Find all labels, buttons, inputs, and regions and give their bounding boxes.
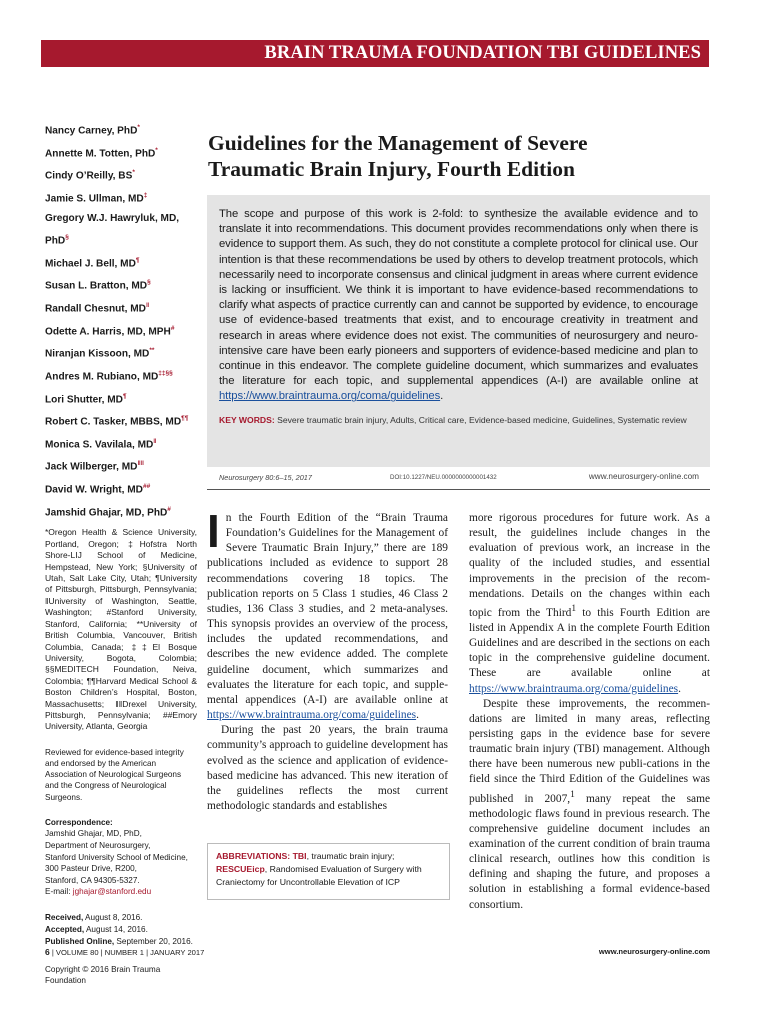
publication-info bbox=[219, 472, 699, 486]
divider bbox=[207, 489, 710, 490]
keywords-text: Severe traumatic brain injury, Adults, Critical care, Evidence-based medicine, Guidelines, Systematic review bbox=[274, 414, 687, 425]
body-column-2 bbox=[469, 511, 710, 913]
email-label: E-mail: bbox=[45, 887, 73, 897]
author-item bbox=[45, 500, 197, 523]
paragraph-1-end: . bbox=[416, 709, 419, 722]
author-name: Cindy O’Reilly, BS bbox=[45, 170, 133, 182]
paragraph-4 bbox=[469, 697, 710, 913]
author-item bbox=[45, 251, 197, 274]
drop-cap: I bbox=[207, 505, 220, 557]
email-link[interactable]: jghajar@stanford.edu bbox=[72, 887, 152, 897]
author-item bbox=[45, 387, 197, 410]
footer-website: www.neurosurgery-online.com bbox=[598, 947, 710, 956]
journal-citation: Neurosurgery 80:6–15, 2017 bbox=[219, 473, 312, 482]
author-name: Susan L. Bratton, MD bbox=[45, 280, 148, 292]
author-name: PhD bbox=[45, 235, 66, 247]
affiliation-mark: ‖ bbox=[153, 437, 157, 445]
title-line-2: Traumatic Brain Injury, Fourth Edition bbox=[208, 157, 575, 181]
author-name: Randall Chesnut, MD bbox=[45, 303, 146, 315]
author-item bbox=[45, 163, 197, 186]
abstract-guidelines-link[interactable]: https://www.braintrauma.org/coma/guidelines bbox=[219, 390, 441, 403]
author-item bbox=[45, 454, 197, 477]
correspondence-dept: Department of Neurosurgery, bbox=[45, 840, 151, 850]
author-name: Andres M. Rubiano, MD bbox=[45, 371, 159, 383]
review-statement: Reviewed for evidence-based integrity and endorsed by the American Association of Neurological Surgeons and the Congress of Neurological Surgeons. bbox=[45, 747, 184, 802]
author-item bbox=[45, 186, 197, 209]
affiliation-mark: ** bbox=[149, 347, 155, 355]
author-item bbox=[45, 209, 197, 228]
paragraph-3-text-a: more rigorous procedures for future work. As a result, the guidelines include changes in the evaluation of previous work, an increase in the quality of the included studies, and essential improvements in the precision of the recom-mendations. Details on the changes within each topic from the Third bbox=[469, 512, 710, 619]
correspondence-label: Correspondence: bbox=[45, 817, 113, 827]
abstract-box bbox=[207, 195, 710, 467]
affiliation-mark: ‖ bbox=[145, 301, 150, 309]
published-label: Published Online, bbox=[45, 936, 115, 946]
received-value: August 8, 2016. bbox=[83, 912, 143, 922]
body-column-1 bbox=[207, 505, 448, 814]
paragraph-1 bbox=[207, 505, 448, 723]
author-name: Lori Shutter, MD bbox=[45, 393, 123, 405]
author-item bbox=[45, 273, 197, 296]
author-item bbox=[45, 141, 197, 164]
abbr-tbi: TBI bbox=[292, 851, 307, 861]
page-number: 6 bbox=[45, 947, 50, 957]
author-item bbox=[45, 296, 197, 319]
affiliation-mark: ## bbox=[142, 483, 151, 491]
correspondence bbox=[45, 817, 197, 898]
journal-banner bbox=[41, 40, 709, 67]
affiliation-mark: # bbox=[170, 324, 175, 332]
affiliation-mark: ¶ bbox=[135, 256, 140, 264]
author-name: David W. Wright, MD bbox=[45, 484, 143, 496]
issue-meta: | VOLUME 80 | NUMBER 1 | JANUARY 2017 bbox=[49, 948, 205, 957]
received-label: Received, bbox=[45, 912, 84, 922]
affiliation-mark: § bbox=[147, 279, 151, 287]
correspondence-name: Jamshid Ghajar, MD, PhD, bbox=[45, 829, 142, 839]
author-name: Odette A. Harris, MD, MPH bbox=[45, 325, 171, 337]
author-name: Jamshid Ghajar, MD, PhD bbox=[45, 507, 168, 519]
keywords bbox=[219, 414, 698, 426]
author-item bbox=[45, 477, 197, 500]
affiliations: *Oregon Health & Science University, Portland, Oregon; ‡Hofstra North Shore-LIJ School of Medicine, Hempstead, New York; §University of Utah, Salt Lake City, Utah; ¶University of Pittsburgh, Pittsburgh, Pennsylvania; ‖University of Washington, Seattle, Washington; #Stanford University, Stanford, California; **University of British Columbia, Vancouver, British Columbia, Canada; ‡‡El Bosque University, Bogota, Colombia; §§MEDITECH Foundation, Neiva, Colombia; ¶¶Harvard Medical School & Boston Children’s Hospital, Boston, Massachusetts; ‖‖Drexel University, Pittsburgh, Pennsylvania; ##Emory University, Atlanta, Georgia bbox=[45, 527, 197, 732]
affiliation-mark: ¶ bbox=[122, 392, 127, 400]
affiliation-mark: * bbox=[155, 146, 158, 154]
author-item bbox=[45, 228, 197, 251]
paragraph-2: During the past 20 years, the brain trauma community’s approach to guideline development has evolved as the science and application of evidence-based medicine has advanced. This new iteration of the guidelines reflects the most current methodologic standards and establishes bbox=[207, 724, 448, 812]
received-date bbox=[45, 912, 197, 924]
abbr-rescue: RESCUEicp bbox=[216, 864, 265, 874]
copyright: Copyright © 2016 Brain Trauma Foundation bbox=[45, 964, 161, 985]
paragraph-3-end: . bbox=[678, 682, 681, 695]
paragraph-4-text-a: Despite these improvements, the recommen-dations are limited in many areas, reflecting persisting gaps in the evidence base for severe traumatic brain injury (TBI) management. Although there have been numerous new publi-cations in the field since the Third Edition of the Guidelines was published in 2007, bbox=[469, 697, 710, 805]
accepted-value: August 14, 2016. bbox=[84, 924, 148, 934]
correspondence-address2: Stanford, CA 94305-5327. bbox=[45, 875, 140, 885]
correspondence-address1: 300 Pasteur Drive, R200, bbox=[45, 864, 137, 874]
author-item bbox=[45, 341, 197, 364]
author-item bbox=[45, 409, 197, 432]
author-item bbox=[45, 432, 197, 455]
paragraph-3 bbox=[469, 511, 710, 697]
footer-issue bbox=[45, 947, 204, 957]
author-name: Annette M. Totten, PhD bbox=[45, 148, 156, 160]
title-line-1: Guidelines for the Management of Severe bbox=[208, 131, 588, 155]
accepted-label: Accepted, bbox=[45, 924, 85, 934]
paragraph-1-text: n the Fourth Edition of the “Brain Trauma Foundation’s Guidelines for the Management of Severe Traumatic Brain Injury,” there are 189 publications included as evidence to support 28 recommendations covering 18 topics. The publication reports on 5 Class 1 studies, 46 Class 2 studies, 136 Class 3 studies, and 2 meta-analyses. This synopsis provides an overview of the process, includes the updated recommendations, and describes the new evidence added. The complete guideline document, which summarizes and evaluates the literature for each topic, and supple-mental appendices (A-I) are available online at bbox=[207, 512, 448, 706]
abbreviations-label: ABBREVIATIONS: bbox=[216, 851, 291, 861]
published-value: September 20, 2016. bbox=[114, 936, 193, 946]
affiliation-mark: ‡ bbox=[143, 191, 148, 199]
paragraph-1-link[interactable]: https://www.braintrauma.org/coma/guidelines bbox=[207, 709, 417, 722]
affiliation-mark: § bbox=[65, 233, 69, 241]
article-dates bbox=[45, 912, 197, 948]
author-list bbox=[45, 118, 197, 522]
author-item bbox=[45, 319, 197, 342]
author-name: Jamie S. Ullman, MD bbox=[45, 193, 144, 205]
author-item bbox=[45, 364, 197, 387]
keywords-label: KEY WORDS: bbox=[219, 414, 275, 425]
abbr-tbi-def: , traumatic brain injury; bbox=[306, 851, 395, 861]
correspondence-email-line bbox=[45, 886, 197, 898]
abstract-body: The scope and purpose of this work is 2-fold: to synthesize the available evidence and to translate it into recommendations. This document provides recommendations only when there is evidence to support them. As such, they do not constitute a complete protocol for clinical use. Our intention is that these recommendations be used by others to develop treatment protocols, which necessarily need to incorporate consensus and clinical judgment in areas where current evidence is lacking or insufficient. We think it is important to have evidence-based recommendations to clarify what aspects of practice currently can and cannot be supported by evidence, to encourage use of evidence-based treatments that exist, and to encourage creativity in treatment and research in areas where evidence does not exist. The communities of neurosurgery and neuro-intensive care have been early pioneers and supporters of evidence-based medicine and plan to continue in this endeavor. The complete guideline document, which summarizes and evaluates the literature for each topic, and supplemental appendices (A-I) are available online at bbox=[219, 208, 698, 388]
affiliation-mark: * bbox=[137, 124, 140, 131]
author-name: Nancy Carney, PhD bbox=[45, 125, 138, 137]
author-name: Gregory W.J. Hawryluk, MD, bbox=[45, 212, 180, 224]
affiliation-mark: * bbox=[132, 169, 135, 177]
paragraph-4-text-b: many repeat the same methodologic flaws found in previous research. The comprehensive guideline document includes an examination of the current condition of brain trauma clinical research, outlines how this condition is defining and shaping the future, and proposes a solution in establishing a formal evidence-based consortium. bbox=[469, 792, 710, 911]
author-name: Michael J. Bell, MD bbox=[45, 257, 136, 269]
reference-1[interactable]: 1 bbox=[571, 603, 577, 614]
author-item bbox=[45, 118, 197, 141]
abbreviations-box bbox=[207, 843, 450, 900]
page-footer bbox=[45, 947, 710, 959]
sidebar bbox=[45, 118, 197, 986]
abstract-end: . bbox=[440, 390, 444, 403]
affiliation-mark: # bbox=[167, 505, 171, 513]
article-title bbox=[208, 130, 708, 182]
author-name: Robert C. Tasker, MBBS, MD bbox=[45, 416, 182, 428]
author-name: Jack Wilberger, MD bbox=[45, 461, 138, 473]
banner-title: BRAIN TRAUMA FOUNDATION TBI GUIDELINES bbox=[264, 43, 701, 63]
abbr-rescue-def: , Randomised Evaluation of Surgery with Craniectomy for Uncontrollable Elevation of ICP bbox=[216, 864, 422, 887]
abstract-text bbox=[219, 207, 698, 405]
affiliation-mark: ‡‡§§ bbox=[158, 369, 173, 377]
paragraph-3-link[interactable]: https://www.braintrauma.org/coma/guidelines bbox=[469, 682, 679, 695]
author-name: Monica S. Vavilala, MD bbox=[45, 439, 154, 451]
reference-1b[interactable]: 1 bbox=[570, 789, 575, 800]
affiliation-mark: ‖‖ bbox=[137, 460, 144, 468]
affiliation-mark: ¶¶ bbox=[181, 415, 189, 423]
doi: DOI:10.1227/NEU.0000000000001432 bbox=[390, 474, 497, 481]
paragraph-3-text-b: to this Fourth Edition are listed in Appendix A in the complete Fourth Edition Guidelines and are described in the sections on each topic in the comprehensive guideline document. These are available online at bbox=[469, 606, 710, 680]
journal-website: www.neurosurgery-online.com bbox=[588, 472, 699, 481]
accepted-date bbox=[45, 924, 197, 936]
correspondence-school: Stanford University School of Medicine, bbox=[45, 852, 188, 862]
author-name: Niranjan Kissoon, MD bbox=[45, 348, 150, 360]
